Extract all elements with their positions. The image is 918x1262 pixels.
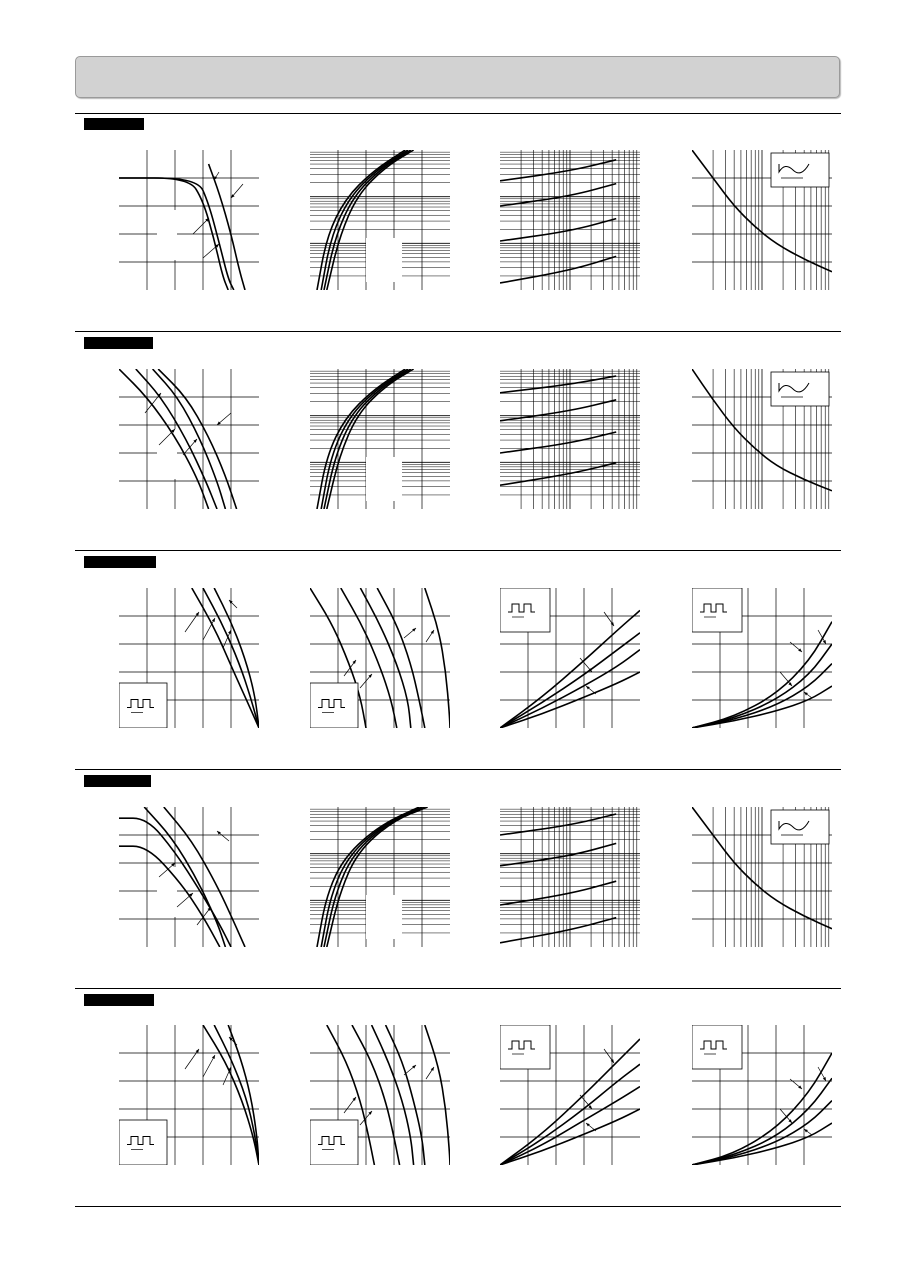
section-tag bbox=[84, 337, 153, 349]
waveform-inset bbox=[771, 810, 829, 844]
grid bbox=[500, 807, 640, 947]
inset-frame bbox=[500, 1025, 550, 1069]
inset-frame bbox=[692, 1025, 742, 1069]
chart-row4-1 bbox=[119, 807, 259, 947]
waveform-inset bbox=[771, 153, 829, 187]
waveform-inset bbox=[500, 1025, 550, 1069]
section-divider bbox=[75, 113, 841, 114]
chart-row3-1 bbox=[119, 588, 259, 728]
waveform-inset bbox=[692, 1025, 742, 1069]
plot-background bbox=[119, 807, 259, 947]
chart-row1-2 bbox=[310, 150, 450, 290]
label-area bbox=[157, 867, 177, 917]
section-divider bbox=[75, 550, 841, 551]
chart-row3-2 bbox=[310, 588, 450, 728]
chart-row2-1 bbox=[119, 369, 259, 509]
label-area bbox=[157, 210, 177, 260]
inset-frame bbox=[500, 588, 550, 632]
chart-row5-3 bbox=[500, 1025, 640, 1165]
section-divider bbox=[75, 769, 841, 770]
chart-row3-4 bbox=[692, 588, 832, 728]
waveform-inset bbox=[692, 588, 742, 632]
label-area bbox=[366, 457, 402, 501]
inset-frame bbox=[771, 810, 829, 844]
chart-row3-3 bbox=[500, 588, 640, 728]
chart-row1-4 bbox=[692, 150, 832, 290]
waveform-inset bbox=[310, 1120, 358, 1165]
waveform-inset bbox=[310, 683, 358, 728]
chart-row5-4 bbox=[692, 1025, 832, 1165]
label-area bbox=[366, 238, 402, 282]
chart-row2-3 bbox=[500, 369, 640, 509]
section-divider bbox=[75, 331, 841, 332]
chart-row1-3 bbox=[500, 150, 640, 290]
section-tag bbox=[84, 118, 144, 130]
inset-frame bbox=[771, 372, 829, 406]
section-tag bbox=[84, 994, 154, 1006]
waveform-inset bbox=[771, 372, 829, 406]
chart-row1-1 bbox=[119, 150, 259, 290]
waveform-inset bbox=[500, 588, 550, 632]
chart-row4-3 bbox=[500, 807, 640, 947]
label-area bbox=[366, 895, 402, 939]
section-divider bbox=[75, 988, 841, 989]
chart-row4-4 bbox=[692, 807, 832, 947]
plot-background bbox=[119, 150, 259, 290]
header-banner bbox=[75, 56, 840, 98]
waveform-inset bbox=[119, 683, 167, 728]
chart-row5-1 bbox=[119, 1025, 259, 1165]
chart-row5-2 bbox=[310, 1025, 450, 1165]
section-tag bbox=[84, 556, 156, 568]
inset-frame bbox=[692, 588, 742, 632]
footer-rule bbox=[75, 1206, 841, 1207]
chart-row2-2 bbox=[310, 369, 450, 509]
section-tag bbox=[84, 775, 151, 787]
chart-row2-4 bbox=[692, 369, 832, 509]
waveform-inset bbox=[119, 1120, 167, 1165]
chart-row4-2 bbox=[310, 807, 450, 947]
inset-frame bbox=[771, 153, 829, 187]
